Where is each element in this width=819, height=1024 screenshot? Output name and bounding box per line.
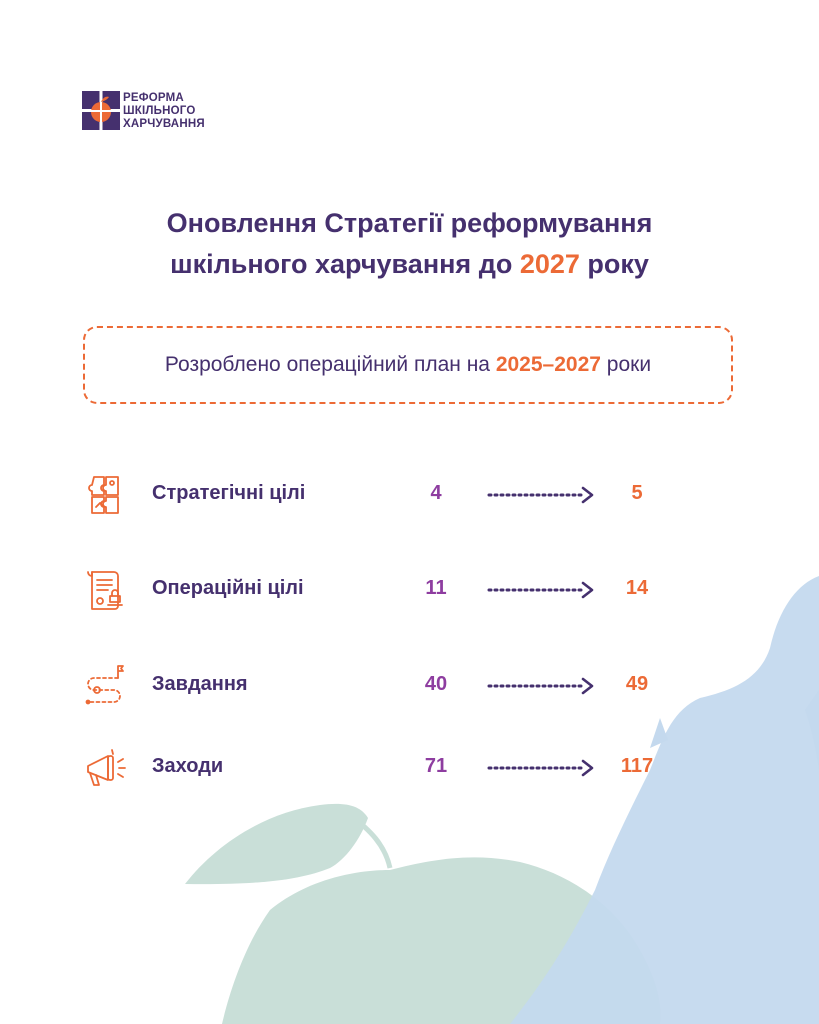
title-line-2-prefix: шкільного харчування до bbox=[170, 249, 520, 279]
stat-label: Операційні цілі bbox=[152, 577, 304, 599]
route-flag-icon bbox=[82, 664, 128, 708]
megaphone-icon bbox=[82, 746, 128, 790]
dotted-arrow-icon bbox=[487, 580, 595, 600]
leaf-shape bbox=[185, 804, 368, 884]
stat-row-tasks bbox=[0, 664, 819, 708]
stat-value-after: 5 bbox=[631, 482, 643, 504]
stat-value-after: 117 bbox=[620, 755, 654, 777]
title-line-2-suffix: року bbox=[579, 249, 649, 279]
stat-label: Стратегічні цілі bbox=[152, 482, 306, 504]
logo-wordmark bbox=[123, 92, 205, 131]
puzzle-map-icon bbox=[82, 473, 128, 517]
stat-label: Завдання bbox=[152, 673, 248, 695]
logo-line-2: ШКІЛЬНОГО bbox=[123, 105, 196, 117]
stat-value-before: 40 bbox=[424, 673, 448, 695]
title-line-2 bbox=[0, 244, 819, 285]
title-year: 2027 bbox=[519, 249, 580, 279]
stat-value-after: 49 bbox=[625, 673, 649, 695]
stat-value-before: 4 bbox=[430, 482, 442, 504]
title-line-1: Оновлення Стратегії реформування bbox=[166, 208, 653, 238]
stat-row-measures bbox=[0, 746, 819, 790]
dotted-arrow-icon bbox=[487, 758, 595, 778]
document-stamp-icon bbox=[82, 568, 128, 612]
operational-plan-box bbox=[83, 326, 733, 404]
stat-value-after: 14 bbox=[625, 577, 649, 599]
plan-text-suffix: роки bbox=[600, 353, 652, 376]
dotted-arrow-icon bbox=[487, 485, 595, 505]
stat-value-before: 11 bbox=[425, 577, 447, 599]
brand-logo bbox=[82, 91, 205, 131]
stat-label: Заходи bbox=[152, 755, 224, 777]
apple-cross-logo-icon bbox=[82, 91, 120, 130]
logo-line-3: ХАРЧУВАННЯ bbox=[123, 118, 205, 130]
page-title bbox=[0, 203, 819, 285]
dotted-arrow-icon bbox=[487, 676, 595, 696]
stat-row-strategic-goals bbox=[0, 473, 819, 517]
plan-text-prefix: Розроблено операційний план на bbox=[164, 353, 496, 376]
plan-text bbox=[165, 353, 651, 377]
plan-period: 2025–2027 bbox=[495, 353, 601, 376]
logo-line-1: РЕФОРМА bbox=[123, 92, 184, 104]
stat-value-before: 71 bbox=[424, 755, 448, 777]
stat-row-operational-goals bbox=[0, 568, 819, 612]
